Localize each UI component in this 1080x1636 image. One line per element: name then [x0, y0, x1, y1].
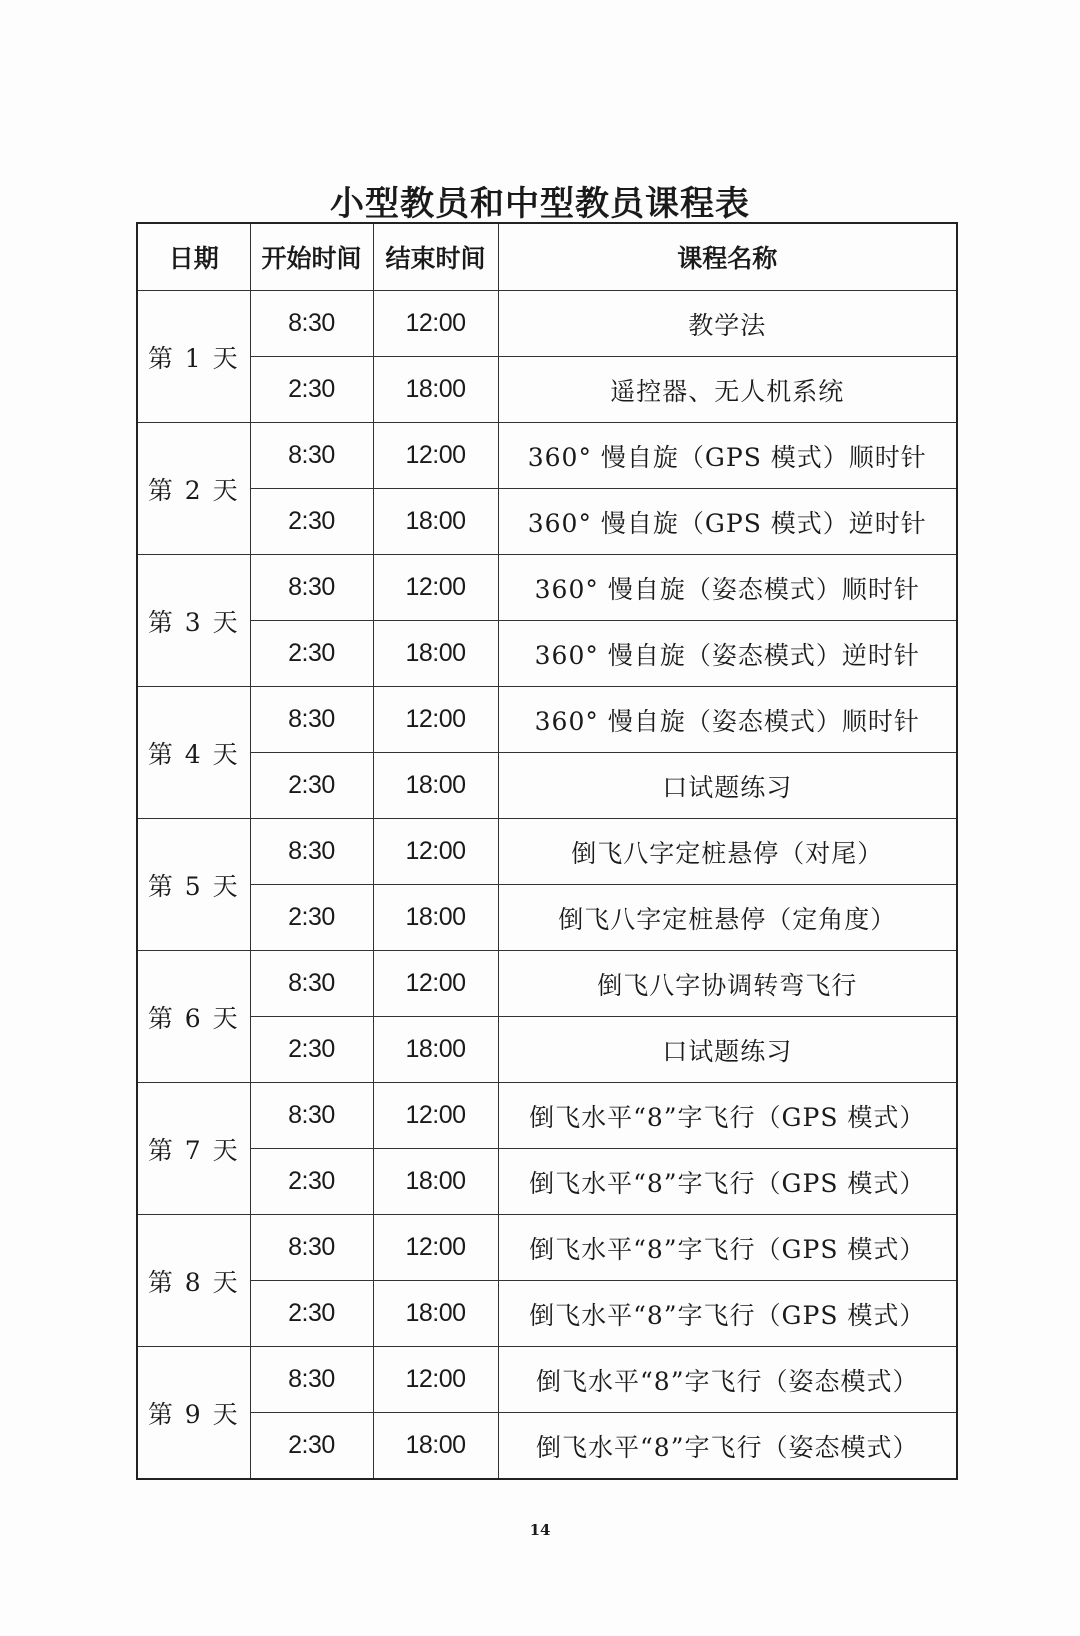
end-time-cell: 18:00 [373, 885, 498, 951]
table-row [137, 1017, 957, 1083]
schedule-body [137, 291, 957, 1480]
course-name-cell: 口试题练习 [498, 753, 957, 819]
course-name-cell: 360° 慢自旋（姿态模式）逆时针 [498, 621, 957, 687]
table-row [137, 819, 957, 885]
start-time-cell: 8:30 [250, 819, 373, 885]
day-label: 第 8 天 [137, 1215, 250, 1347]
header-start-time: 开始时间 [250, 223, 373, 291]
day-label: 第 9 天 [137, 1347, 250, 1480]
course-name-cell: 倒飞水平“8”字飞行（姿态模式） [498, 1413, 957, 1480]
start-time-cell: 2:30 [250, 621, 373, 687]
start-time-cell: 2:30 [250, 357, 373, 423]
end-time-cell: 12:00 [373, 1083, 498, 1149]
end-time-cell: 12:00 [373, 1215, 498, 1281]
table-row [137, 423, 957, 489]
header-date: 日期 [137, 223, 250, 291]
start-time-cell: 8:30 [250, 423, 373, 489]
course-name-cell: 遥控器、无人机系统 [498, 357, 957, 423]
page-title: 小型教员和中型教员课程表 [330, 184, 750, 224]
course-name-cell: 360° 慢自旋（姿态模式）顺时针 [498, 687, 957, 753]
day-label: 第 7 天 [137, 1083, 250, 1215]
end-time-cell: 18:00 [373, 489, 498, 555]
end-time-cell: 12:00 [373, 819, 498, 885]
start-time-cell: 8:30 [250, 1347, 373, 1413]
table-row [137, 753, 957, 819]
table-row [137, 357, 957, 423]
course-name-cell: 倒飞水平“8”字飞行（GPS 模式） [498, 1083, 957, 1149]
header-end-time: 结束时间 [373, 223, 498, 291]
end-time-cell: 18:00 [373, 621, 498, 687]
day-label: 第 4 天 [137, 687, 250, 819]
start-time-cell: 8:30 [250, 1083, 373, 1149]
table-row [137, 687, 957, 753]
header-course-name: 课程名称 [498, 223, 957, 291]
start-time-cell: 2:30 [250, 885, 373, 951]
end-time-cell: 18:00 [373, 357, 498, 423]
end-time-cell: 12:00 [373, 687, 498, 753]
table-row [137, 1347, 957, 1413]
course-name-cell: 口试题练习 [498, 1017, 957, 1083]
course-name-cell: 倒飞八字协调转弯飞行 [498, 951, 957, 1017]
course-name-cell: 360° 慢自旋（GPS 模式）顺时针 [498, 423, 957, 489]
start-time-cell: 2:30 [250, 1413, 373, 1480]
course-name-cell: 倒飞水平“8”字飞行（姿态模式） [498, 1347, 957, 1413]
table-row [137, 1083, 957, 1149]
course-name-cell: 倒飞八字定桩悬停（对尾） [498, 819, 957, 885]
day-label: 第 2 天 [137, 423, 250, 555]
course-name-cell: 倒飞水平“8”字飞行（GPS 模式） [498, 1149, 957, 1215]
course-name-cell: 倒飞水平“8”字飞行（GPS 模式） [498, 1215, 957, 1281]
table-row [137, 1215, 957, 1281]
table-row [137, 1149, 957, 1215]
table-row [137, 951, 957, 1017]
day-label: 第 5 天 [137, 819, 250, 951]
table-row [137, 621, 957, 687]
start-time-cell: 2:30 [250, 489, 373, 555]
table-row [137, 1413, 957, 1480]
end-time-cell: 12:00 [373, 291, 498, 357]
start-time-cell: 8:30 [250, 291, 373, 357]
day-label: 第 1 天 [137, 291, 250, 423]
course-name-cell: 360° 慢自旋（GPS 模式）逆时针 [498, 489, 957, 555]
end-time-cell: 18:00 [373, 1017, 498, 1083]
start-time-cell: 2:30 [250, 753, 373, 819]
table-row [137, 1281, 957, 1347]
end-time-cell: 12:00 [373, 555, 498, 621]
page-number: 14 [529, 1521, 551, 1539]
course-name-cell: 教学法 [498, 291, 957, 357]
table-row [137, 555, 957, 621]
day-label: 第 6 天 [137, 951, 250, 1083]
day-label: 第 3 天 [137, 555, 250, 687]
end-time-cell: 12:00 [373, 423, 498, 489]
end-time-cell: 18:00 [373, 753, 498, 819]
end-time-cell: 12:00 [373, 951, 498, 1017]
course-name-cell: 倒飞八字定桩悬停（定角度） [498, 885, 957, 951]
schedule-table [136, 222, 958, 1480]
end-time-cell: 18:00 [373, 1149, 498, 1215]
start-time-cell: 2:30 [250, 1017, 373, 1083]
start-time-cell: 8:30 [250, 951, 373, 1017]
start-time-cell: 8:30 [250, 687, 373, 753]
start-time-cell: 8:30 [250, 555, 373, 621]
table-row [137, 885, 957, 951]
course-name-cell: 倒飞水平“8”字飞行（GPS 模式） [498, 1281, 957, 1347]
header-row [137, 223, 957, 291]
course-name-cell: 360° 慢自旋（姿态模式）顺时针 [498, 555, 957, 621]
end-time-cell: 12:00 [373, 1347, 498, 1413]
table-row [137, 291, 957, 357]
end-time-cell: 18:00 [373, 1413, 498, 1480]
start-time-cell: 2:30 [250, 1149, 373, 1215]
start-time-cell: 2:30 [250, 1281, 373, 1347]
end-time-cell: 18:00 [373, 1281, 498, 1347]
table-row [137, 489, 957, 555]
start-time-cell: 8:30 [250, 1215, 373, 1281]
